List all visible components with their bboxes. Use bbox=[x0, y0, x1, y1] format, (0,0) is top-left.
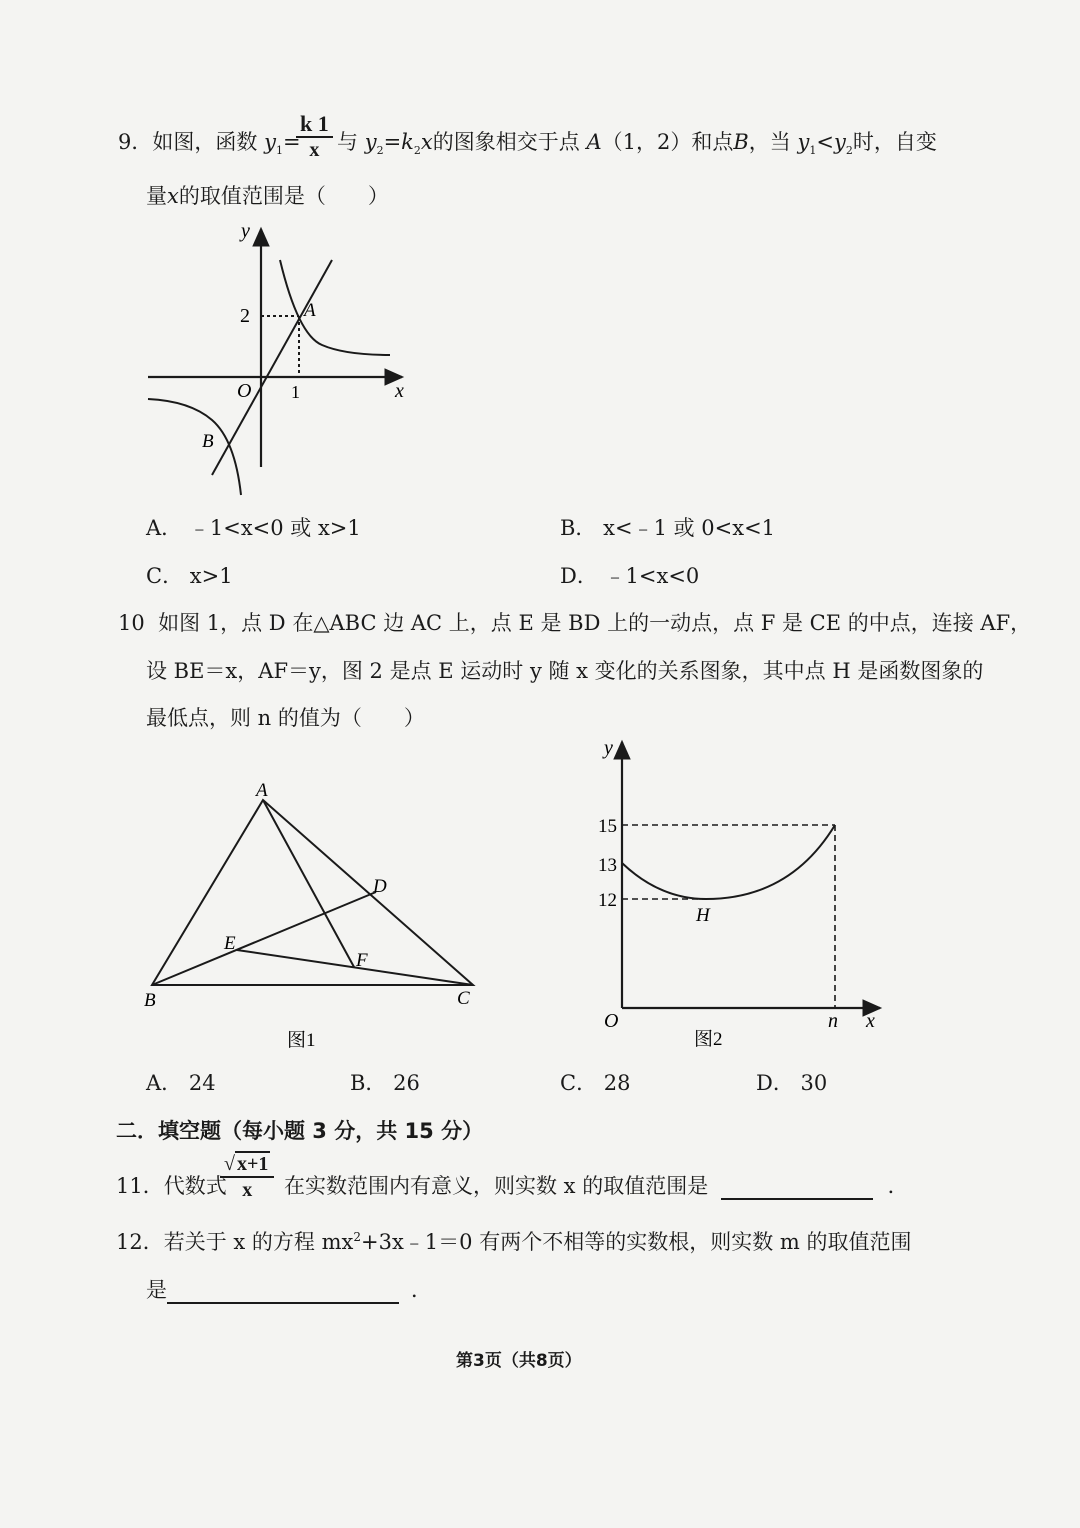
q9-point-b: B bbox=[733, 130, 749, 154]
q10-segment-ec bbox=[237, 950, 473, 985]
q12-line1 bbox=[116, 1226, 911, 1256]
q10-fig2-n-label: n bbox=[828, 1010, 838, 1032]
q10-fig2-x-label: x bbox=[866, 1010, 875, 1032]
q9-option-c-text: x>1 bbox=[189, 564, 233, 588]
q10-option-a[interactable] bbox=[146, 1067, 216, 1097]
q9-option-a-label: A． bbox=[146, 516, 183, 540]
q10-option-c[interactable] bbox=[560, 1067, 631, 1097]
q12-line1-b: +3x﹣1＝0 有两个不相等的实数根，则实数 m 的取值范围 bbox=[361, 1230, 912, 1254]
q9-text-e: 和点 bbox=[691, 130, 734, 154]
q10-option-b[interactable] bbox=[350, 1067, 420, 1097]
q11-line-rest bbox=[284, 1170, 909, 1200]
q9-graph-origin: O bbox=[237, 380, 252, 402]
q10-fig1-label-c: C bbox=[457, 988, 470, 1009]
q11-sqrt-body: x+1 bbox=[236, 1153, 269, 1175]
q9-graph-x-label: x bbox=[395, 380, 404, 402]
q9-y1-sub: 1 bbox=[275, 144, 283, 158]
q9-coord-a: （1，2） bbox=[601, 130, 692, 154]
q9-text-c: = bbox=[383, 130, 402, 154]
q9-text-d: 的图象相交于点 bbox=[432, 130, 580, 154]
q11-frac-num bbox=[220, 1152, 274, 1178]
q11-answer-blank[interactable] bbox=[721, 1178, 873, 1200]
q9-text-g: 时，自变 bbox=[852, 130, 937, 154]
q9-option-a-text: ﹣1<x<0 或 x>1 bbox=[188, 516, 361, 540]
q10-line2: 设 BE＝x，AF＝y，图 2 是点 E 运动时 y 随 x 变化的关系图象，其中点 H 是函数图象的 bbox=[146, 659, 984, 683]
q11-post: 在实数范围内有意义，则实数 x 的取值范围是 bbox=[284, 1174, 709, 1198]
q10-fig1-label-f: F bbox=[356, 950, 368, 971]
q9-graph-point-b: B bbox=[202, 431, 214, 452]
q10-fig2-tick-13: 13 bbox=[598, 855, 617, 876]
q9-graph-tick-2: 2 bbox=[240, 305, 250, 327]
q10-fig2-origin: O bbox=[604, 1010, 619, 1032]
q9-lt: < bbox=[816, 130, 834, 154]
q10-figure1 bbox=[130, 770, 500, 1060]
q9-option-c-label: C． bbox=[146, 564, 184, 588]
q9-y2: y bbox=[364, 130, 377, 154]
q10-fig2-tick-15: 15 bbox=[598, 816, 617, 837]
q10-fig2-tick-12: 12 bbox=[598, 890, 617, 911]
q11-number: 11． bbox=[116, 1174, 164, 1198]
q10-fig2-point-h: H bbox=[696, 905, 710, 926]
q9-text-b: 与 bbox=[337, 130, 358, 154]
q9-option-b-text: x<﹣1 或 0<x<1 bbox=[603, 516, 776, 540]
q10-fig1-label-d: D bbox=[373, 876, 387, 897]
q9-line1-rest bbox=[337, 126, 937, 157]
q10-fig1-label-e: E bbox=[224, 933, 236, 954]
q10-fig1-caption: 图1 bbox=[287, 1030, 316, 1051]
q9-line2-x: x bbox=[167, 184, 179, 208]
q9-graph-y-label: y bbox=[241, 220, 250, 242]
q11-line bbox=[116, 1170, 227, 1200]
q10-fig2-y-label: y bbox=[604, 737, 613, 759]
q9-graph bbox=[140, 215, 430, 505]
q12-sup: 2 bbox=[353, 1230, 361, 1244]
q10-option-d[interactable] bbox=[756, 1067, 827, 1097]
q10-option-c-text: 28 bbox=[603, 1071, 631, 1095]
q9-k2-sub: 2 bbox=[413, 144, 421, 158]
q10-line1 bbox=[118, 607, 1031, 637]
q9-cond-y1: y bbox=[797, 130, 810, 154]
q10-line3: 最低点，则 n 的值为（ ） bbox=[146, 706, 425, 730]
q11-sqrt-sign: √ bbox=[224, 1153, 235, 1175]
q10-option-d-label: D． bbox=[756, 1071, 794, 1095]
q9-text-a: 如图，函数 bbox=[152, 130, 258, 154]
q9-x: x bbox=[420, 130, 433, 154]
q10-line1-text: 如图 1，点 D 在△ABC 边 AC 上，点 E 是 BD 上的一动点，点 F 是 CE 的中点，连接 AF， bbox=[158, 611, 1032, 635]
q9-option-b-label: B． bbox=[560, 516, 597, 540]
q10-fig2-caption: 图2 bbox=[694, 1029, 723, 1050]
q9-line1 bbox=[118, 126, 301, 157]
q9-frac-num: k 1 bbox=[296, 112, 333, 138]
q10-option-b-label: B． bbox=[350, 1071, 387, 1095]
q12-line1-a: 若关于 x 的方程 mx bbox=[163, 1230, 354, 1254]
q9-eq: = bbox=[282, 130, 301, 154]
q9-line2 bbox=[146, 180, 389, 210]
q9-hyperbola-right bbox=[280, 260, 390, 355]
q9-cond-sub2: 2 bbox=[845, 144, 853, 158]
q11-fraction bbox=[220, 1152, 274, 1202]
section2-title: 二．填空题（每小题 3 分，共 15 分） bbox=[116, 1119, 484, 1143]
q9-option-a[interactable] bbox=[146, 512, 361, 542]
q11-frac-den: x bbox=[242, 1179, 253, 1201]
q9-y2-sub: 2 bbox=[376, 144, 384, 158]
q10-option-c-label: C． bbox=[560, 1071, 598, 1095]
q10-option-d-text: 30 bbox=[800, 1071, 828, 1095]
q9-option-d-text: ﹣1<x<0 bbox=[604, 564, 700, 588]
q9-line2-rest: 的取值范围是（ ） bbox=[178, 184, 389, 208]
q12-number: 12． bbox=[116, 1230, 164, 1254]
q10-option-a-text: 24 bbox=[188, 1071, 216, 1095]
q12-line2-text: 是 bbox=[146, 1278, 167, 1302]
q10-segment-af bbox=[263, 800, 354, 967]
q9-option-d[interactable] bbox=[560, 560, 699, 590]
q9-fraction bbox=[296, 112, 333, 162]
q9-y1: y bbox=[264, 130, 276, 154]
q9-option-c[interactable] bbox=[146, 560, 233, 590]
q10-number: 10 bbox=[118, 611, 145, 635]
q9-graph-point-a: A bbox=[304, 300, 316, 321]
q9-cond-sub1: 1 bbox=[809, 144, 817, 158]
page-footer: 第3页（共8页） bbox=[456, 1351, 582, 1371]
q9-option-b[interactable] bbox=[560, 512, 775, 542]
q9-line-y2 bbox=[212, 260, 332, 475]
q10-fig1-label-a: A bbox=[256, 780, 268, 801]
q9-frac-den: x bbox=[309, 139, 320, 161]
q9-option-d-label: D． bbox=[560, 564, 598, 588]
q11-pre: 代数式 bbox=[163, 1174, 227, 1198]
q9-text-f: ，当 bbox=[748, 130, 791, 154]
q10-option-b-text: 26 bbox=[393, 1071, 420, 1095]
q10-fig1-label-b: B bbox=[144, 990, 156, 1011]
q10-option-a-label: A． bbox=[146, 1071, 183, 1095]
q10-segment-bd bbox=[152, 892, 376, 985]
q10-fig2-curve bbox=[622, 825, 835, 899]
q12-line2 bbox=[146, 1274, 432, 1304]
q9-number: 9． bbox=[118, 130, 153, 154]
q10-figure2 bbox=[590, 732, 900, 1060]
q12-end: ． bbox=[411, 1278, 432, 1302]
q12-answer-blank[interactable] bbox=[167, 1282, 399, 1304]
q9-cond-y2: y bbox=[833, 130, 846, 154]
q9-graph-tick-1: 1 bbox=[291, 382, 300, 402]
q9-point-a: A bbox=[586, 130, 602, 154]
q9-k2: k bbox=[401, 130, 414, 154]
q11-end: ． bbox=[887, 1174, 909, 1198]
q9-line2-a: 量 bbox=[146, 184, 167, 208]
